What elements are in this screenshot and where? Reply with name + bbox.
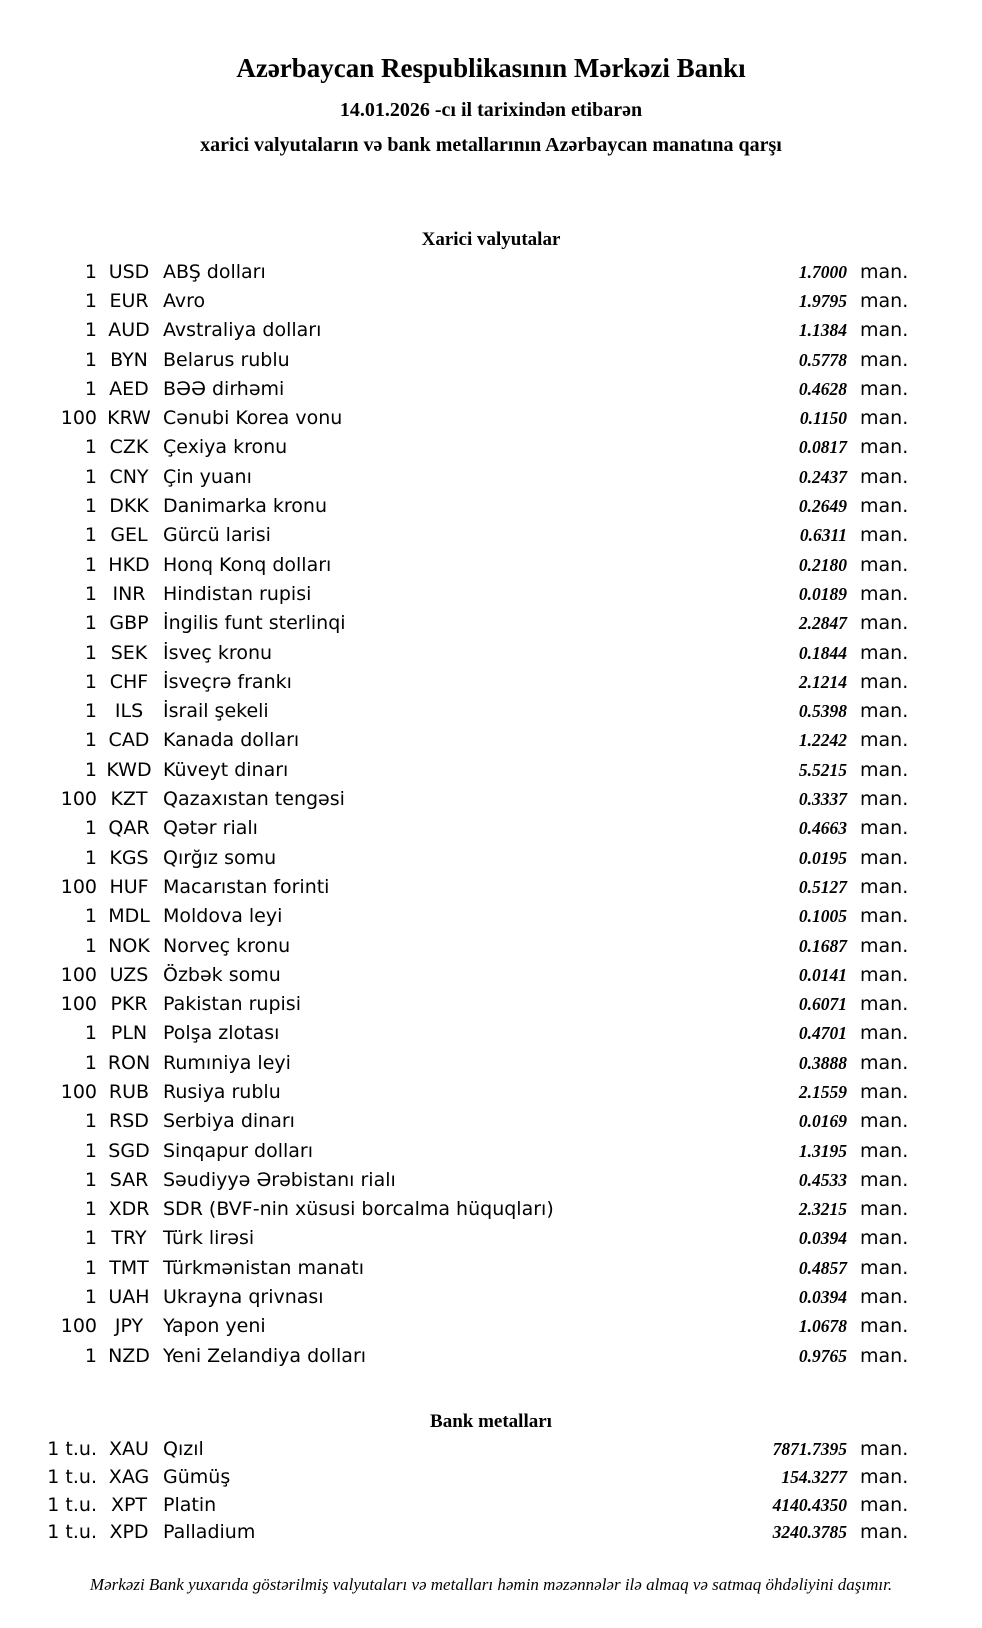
rate-row xyxy=(0,1436,982,1464)
rate-unit: man. xyxy=(860,1081,909,1103)
rate-row xyxy=(0,902,982,931)
rate-unit: man. xyxy=(860,1256,909,1279)
rate-value: 0.2649 xyxy=(798,496,847,517)
rate-row xyxy=(0,756,982,785)
page-title: Azərbaycan Respublikasının Mərkəzi Bankı xyxy=(236,53,746,83)
quantity: 1 xyxy=(84,348,97,371)
currency-code: RSD xyxy=(109,1110,149,1133)
currency-name: Çexiya kronu xyxy=(163,436,288,459)
quantity: 1 t.u. xyxy=(47,1465,97,1488)
section-heading-currencies: Xarici valyutalar xyxy=(421,228,561,250)
rate-unit: man. xyxy=(860,1198,909,1221)
quantity: 1 xyxy=(84,700,97,723)
currency-name: Moldova leyi xyxy=(163,905,283,928)
rate-unit: man. xyxy=(860,1344,909,1367)
rate-unit: man. xyxy=(860,1139,909,1162)
rate-value: 2.1214 xyxy=(798,671,847,692)
currency-code: KZT xyxy=(110,788,148,811)
currency-name: Türkmənistan manatı xyxy=(163,1256,365,1279)
quantity: 1 xyxy=(84,377,97,400)
rate-unit: man. xyxy=(860,1521,909,1544)
currency-code: NZD xyxy=(108,1344,150,1367)
rate-row xyxy=(0,1049,982,1078)
currency-code: DKK xyxy=(109,495,149,518)
currency-code: CHF xyxy=(109,670,149,693)
rate-value: 0.3888 xyxy=(798,1052,847,1073)
quantity: 1 xyxy=(84,436,97,459)
rate-value: 1.9795 xyxy=(798,290,847,311)
currency-name: Rumıniya leyi xyxy=(163,1051,291,1074)
page-header xyxy=(0,0,982,157)
currency-code: KGS xyxy=(109,846,149,869)
rate-value: 0.4533 xyxy=(798,1169,847,1190)
rate-row xyxy=(0,346,982,375)
rate-row xyxy=(0,1312,982,1341)
currency-code: KWD xyxy=(106,758,152,781)
currency-name: Qətər rialı xyxy=(163,817,258,840)
rate-unit: man. xyxy=(860,524,909,547)
quantity: 1 xyxy=(84,465,97,488)
rate-row xyxy=(0,1019,982,1048)
currency-code: XAU xyxy=(109,1437,149,1460)
rate-row xyxy=(0,492,982,521)
quantity: 100 xyxy=(60,788,97,811)
rate-value: 4140.4350 xyxy=(772,1494,847,1515)
rate-unit: man. xyxy=(860,348,909,371)
currency-code: ILS xyxy=(114,700,144,723)
quantity: 1 t.u. xyxy=(47,1437,97,1460)
rate-unit: man. xyxy=(860,612,909,635)
quantity: 100 xyxy=(60,1315,97,1338)
rate-row xyxy=(0,375,982,404)
rate-unit: man. xyxy=(860,1465,909,1488)
quantity: 1 xyxy=(84,524,97,547)
rate-value: 0.0817 xyxy=(798,437,847,458)
quantity: 1 t.u. xyxy=(47,1521,97,1544)
rate-unit: man. xyxy=(860,1437,909,1460)
rate-row xyxy=(0,463,982,492)
currency-code: KRW xyxy=(107,407,151,430)
quantity: 1 xyxy=(84,319,97,342)
bank-metals-section xyxy=(0,1409,982,1547)
rate-value: 0.0189 xyxy=(798,583,847,604)
rate-row xyxy=(0,990,982,1019)
rate-unit: man. xyxy=(860,729,909,752)
rate-value: 1.2242 xyxy=(798,730,847,751)
rate-value: 0.5398 xyxy=(798,701,847,722)
rate-value: 3240.3785 xyxy=(772,1522,847,1543)
rate-unit: man. xyxy=(860,1227,909,1250)
currency-code: SAR xyxy=(109,1168,149,1191)
quantity: 1 xyxy=(84,846,97,869)
rate-unit: man. xyxy=(860,993,909,1016)
rate-value: 0.4663 xyxy=(798,818,847,839)
rate-row xyxy=(0,668,982,697)
rate-row xyxy=(0,316,982,345)
currency-name: Honq Konq dolları xyxy=(163,553,332,576)
rate-row xyxy=(0,697,982,726)
rate-row xyxy=(0,1166,982,1195)
rate-value: 0.2437 xyxy=(798,466,847,487)
rate-unit: man. xyxy=(860,407,909,430)
quantity: 1 xyxy=(84,641,97,664)
currency-code: QAR xyxy=(108,817,150,840)
currency-name: Platin xyxy=(163,1493,217,1516)
currency-code: UZS xyxy=(109,963,149,986)
currency-name: Qırğız somu xyxy=(163,846,277,869)
rate-unit: man. xyxy=(860,465,909,488)
rate-unit: man. xyxy=(860,582,909,605)
currency-rates-table xyxy=(0,258,982,1371)
currency-name: Rusiya rublu xyxy=(163,1081,281,1103)
currency-name: Danimarka kronu xyxy=(163,495,328,518)
quantity: 1 xyxy=(84,905,97,928)
quantity: 100 xyxy=(60,993,97,1016)
page-subtitle: xarici valyutaların və bank metallarının Azərbaycan manatına qarşı xyxy=(200,133,782,156)
currency-name: Səudiyyə Ərəbistanı rialı xyxy=(163,1168,396,1191)
rate-unit: man. xyxy=(860,553,909,576)
currency-name: Çin yuanı xyxy=(163,465,252,488)
quantity: 1 t.u. xyxy=(47,1493,97,1516)
rate-value: 0.1844 xyxy=(798,642,847,663)
currency-code: TMT xyxy=(109,1256,149,1279)
rate-value: 0.3337 xyxy=(798,789,847,810)
rate-row xyxy=(0,551,982,580)
rate-row xyxy=(0,580,982,609)
quantity: 1 xyxy=(84,1168,97,1191)
rate-value: 1.3195 xyxy=(798,1140,847,1161)
currency-code: EUR xyxy=(109,289,149,312)
rate-unit: man. xyxy=(860,1051,909,1074)
rate-value: 0.0195 xyxy=(798,847,847,868)
rate-unit: man. xyxy=(860,934,909,957)
rate-unit: man. xyxy=(860,436,909,459)
currency-code: XDR xyxy=(108,1198,150,1221)
currency-name: Palladium xyxy=(163,1521,256,1544)
currency-code: XAG xyxy=(108,1465,150,1488)
rate-value: 0.0394 xyxy=(798,1228,847,1249)
currency-code: CZK xyxy=(109,436,149,459)
quantity: 1 xyxy=(84,758,97,781)
currency-code: PKR xyxy=(110,993,148,1016)
currency-name: İsveç kronu xyxy=(163,641,273,664)
rate-unit: man. xyxy=(860,875,909,898)
currency-name: Gürcü larisi xyxy=(163,524,271,547)
quantity: 1 xyxy=(84,934,97,957)
quantity: 1 xyxy=(84,1198,97,1221)
quantity: 1 xyxy=(84,1110,97,1133)
currency-name: İsveçrə frankı xyxy=(163,670,292,693)
rate-value: 0.0169 xyxy=(798,1111,847,1132)
rate-row xyxy=(0,1283,982,1312)
currency-code: XPD xyxy=(109,1521,149,1544)
rate-unit: man. xyxy=(860,817,909,840)
quantity: 1 xyxy=(84,495,97,518)
rate-row xyxy=(0,609,982,638)
currency-code: AUD xyxy=(108,319,150,342)
rate-row xyxy=(0,814,982,843)
rate-value: 0.0394 xyxy=(798,1287,847,1308)
currency-name: Sinqapur dolları xyxy=(163,1139,314,1162)
currency-name: Yapon yeni xyxy=(163,1315,266,1338)
rate-row xyxy=(0,1078,982,1107)
rate-row xyxy=(0,844,982,873)
rate-unit: man. xyxy=(860,1315,909,1338)
quantity: 1 xyxy=(84,260,97,283)
currency-name: Kanada dolları xyxy=(163,729,300,752)
rate-row xyxy=(0,1107,982,1136)
quantity: 100 xyxy=(60,963,97,986)
rate-value: 0.9765 xyxy=(798,1345,847,1366)
rate-value: 1.1384 xyxy=(798,320,847,341)
currency-name: Yeni Zelandiya dolları xyxy=(163,1344,367,1367)
rate-row xyxy=(0,1492,982,1520)
currency-code: TRY xyxy=(111,1227,147,1250)
currency-code: USD xyxy=(108,260,150,283)
rate-row xyxy=(0,1224,982,1253)
currency-code: AED xyxy=(109,377,149,400)
quantity: 100 xyxy=(60,407,97,430)
currency-code: RUB xyxy=(108,1081,150,1103)
rate-value: 1.7000 xyxy=(798,261,847,282)
currency-code: UAH xyxy=(108,1286,150,1309)
currency-code: PLN xyxy=(110,1022,148,1045)
rate-row xyxy=(0,287,982,316)
currency-name: Hindistan rupisi xyxy=(163,582,312,605)
currency-code: XPT xyxy=(110,1493,148,1516)
currency-code: HKD xyxy=(108,553,150,576)
rate-value: 0.0141 xyxy=(798,964,847,985)
rate-unit: man. xyxy=(860,319,909,342)
rate-value: 0.6071 xyxy=(798,994,847,1015)
rate-row xyxy=(0,1342,982,1371)
rate-unit: man. xyxy=(860,1286,909,1309)
quantity: 1 xyxy=(84,729,97,752)
currency-name: İngilis funt sterlinqi xyxy=(163,612,346,635)
section-heading-metals: Bank metalları xyxy=(430,1410,552,1432)
currency-name: Özbək somu xyxy=(163,963,281,986)
quantity: 1 xyxy=(84,289,97,312)
rate-value: 2.3215 xyxy=(798,1199,847,1220)
currency-code: JPY xyxy=(114,1315,144,1338)
currency-code: BYN xyxy=(110,348,148,371)
rate-row xyxy=(0,1137,982,1166)
rate-value: 0.6311 xyxy=(799,525,847,546)
foreign-currencies-section xyxy=(0,227,982,1371)
rate-value: 0.1150 xyxy=(799,408,847,429)
rate-value: 0.1687 xyxy=(798,935,847,956)
rate-unit: man. xyxy=(860,846,909,869)
rate-unit: man. xyxy=(860,377,909,400)
currency-name: Serbiya dinarı xyxy=(163,1110,295,1133)
effective-date: 14.01.2026 -cı il tarixindən etibarən xyxy=(339,98,643,121)
rate-value: 5.5215 xyxy=(798,759,847,780)
rate-unit: man. xyxy=(860,1493,909,1516)
rate-value: 2.1559 xyxy=(798,1082,847,1102)
rate-row xyxy=(0,873,982,902)
currency-code: RON xyxy=(107,1051,151,1074)
rate-unit: man. xyxy=(860,1110,909,1133)
quantity: 100 xyxy=(60,1081,97,1103)
currency-code: CAD xyxy=(108,729,150,752)
rate-unit: man. xyxy=(860,758,909,781)
currency-name: Gümüş xyxy=(163,1465,231,1488)
quantity: 1 xyxy=(84,1344,97,1367)
rate-unit: man. xyxy=(860,700,909,723)
currency-name: Ukrayna qrivnası xyxy=(163,1286,324,1309)
rate-row xyxy=(0,258,982,287)
quantity: 1 xyxy=(84,1256,97,1279)
currency-name: Qazaxıstan tengəsi xyxy=(163,788,345,811)
rate-unit: man. xyxy=(860,641,909,664)
currency-code: GBP xyxy=(109,612,149,635)
rate-value: 0.4628 xyxy=(798,378,847,399)
currency-name: Qızıl xyxy=(163,1437,204,1460)
currency-name: Avro xyxy=(163,289,206,312)
quantity: 1 xyxy=(84,670,97,693)
rate-unit: man. xyxy=(860,905,909,928)
currency-name: Polşa zlotası xyxy=(163,1022,280,1045)
quantity: 1 xyxy=(84,553,97,576)
currency-name: Avstraliya dolları xyxy=(163,319,322,342)
currency-code: INR xyxy=(112,582,146,605)
currency-name: Türk lirəsi xyxy=(163,1227,255,1250)
rate-value: 0.5778 xyxy=(798,349,847,370)
currency-code: HUF xyxy=(109,875,149,898)
currency-name: Norveç kronu xyxy=(163,934,291,957)
rate-row xyxy=(0,785,982,814)
rate-unit: man. xyxy=(860,963,909,986)
quantity: 1 xyxy=(84,1286,97,1309)
rate-value: 0.2180 xyxy=(798,554,847,575)
rate-unit: man. xyxy=(860,495,909,518)
currency-code: NOK xyxy=(108,934,150,957)
quantity: 1 xyxy=(84,1139,97,1162)
rate-unit: man. xyxy=(860,670,909,693)
quantity: 1 xyxy=(84,1022,97,1045)
currency-name: İsrail şekeli xyxy=(163,700,269,723)
quantity: 100 xyxy=(60,875,97,898)
rate-unit: man. xyxy=(860,1168,909,1191)
rate-row xyxy=(0,1464,982,1492)
rate-row xyxy=(0,404,982,433)
currency-code: CNY xyxy=(109,465,149,488)
rate-unit: man. xyxy=(860,788,909,811)
rate-value: 0.4701 xyxy=(798,1023,847,1044)
quantity: 1 xyxy=(84,817,97,840)
quantity: 1 xyxy=(84,1051,97,1074)
rate-row xyxy=(0,433,982,462)
quantity: 1 xyxy=(84,1227,97,1250)
currency-name: BƏƏ dirhəmi xyxy=(163,377,285,400)
metal-rates-table xyxy=(0,1436,982,1547)
disclaimer-text: Mərkəzi Bank yuxarıda göstərilmiş valyutaları və metalları həmin məzənnələr ilə almaq və satmaq öhdəliyini daşımır. xyxy=(89,1575,893,1595)
currency-name: Macarıstan forinti xyxy=(163,875,330,898)
rate-value: 154.3277 xyxy=(781,1466,847,1487)
currency-name: Cənubi Korea vonu xyxy=(163,407,343,430)
currency-name: Belarus rublu xyxy=(163,348,290,371)
quantity: 1 xyxy=(84,612,97,635)
rate-row xyxy=(0,521,982,550)
rate-row xyxy=(0,1519,982,1547)
rate-unit: man. xyxy=(860,289,909,312)
rate-value: 0.5127 xyxy=(798,876,847,897)
rate-value: 7871.7395 xyxy=(772,1438,847,1459)
rate-row xyxy=(0,1195,982,1224)
currency-code: GEL xyxy=(110,524,148,547)
rate-value: 2.2847 xyxy=(798,613,847,634)
rate-unit: man. xyxy=(860,260,909,283)
rate-row xyxy=(0,1254,982,1283)
rate-value: 0.1005 xyxy=(798,906,847,927)
rate-value: 1.0678 xyxy=(798,1316,847,1337)
rate-unit: man. xyxy=(860,1022,909,1045)
rate-row xyxy=(0,932,982,961)
currency-code: SEK xyxy=(110,641,148,664)
currency-name: Küveyt dinarı xyxy=(163,758,289,781)
currency-code: SGD xyxy=(108,1139,150,1162)
rate-row xyxy=(0,726,982,755)
currency-name: ABŞ dolları xyxy=(163,260,266,283)
quantity: 1 xyxy=(84,582,97,605)
rate-row xyxy=(0,639,982,668)
currency-name: Pakistan rupisi xyxy=(163,993,301,1016)
currency-code: MDL xyxy=(108,905,150,928)
rate-row xyxy=(0,961,982,990)
currency-name: SDR (BVF-nin xüsusi borcalma hüquqları) xyxy=(163,1198,554,1221)
rate-value: 0.4857 xyxy=(798,1257,847,1278)
